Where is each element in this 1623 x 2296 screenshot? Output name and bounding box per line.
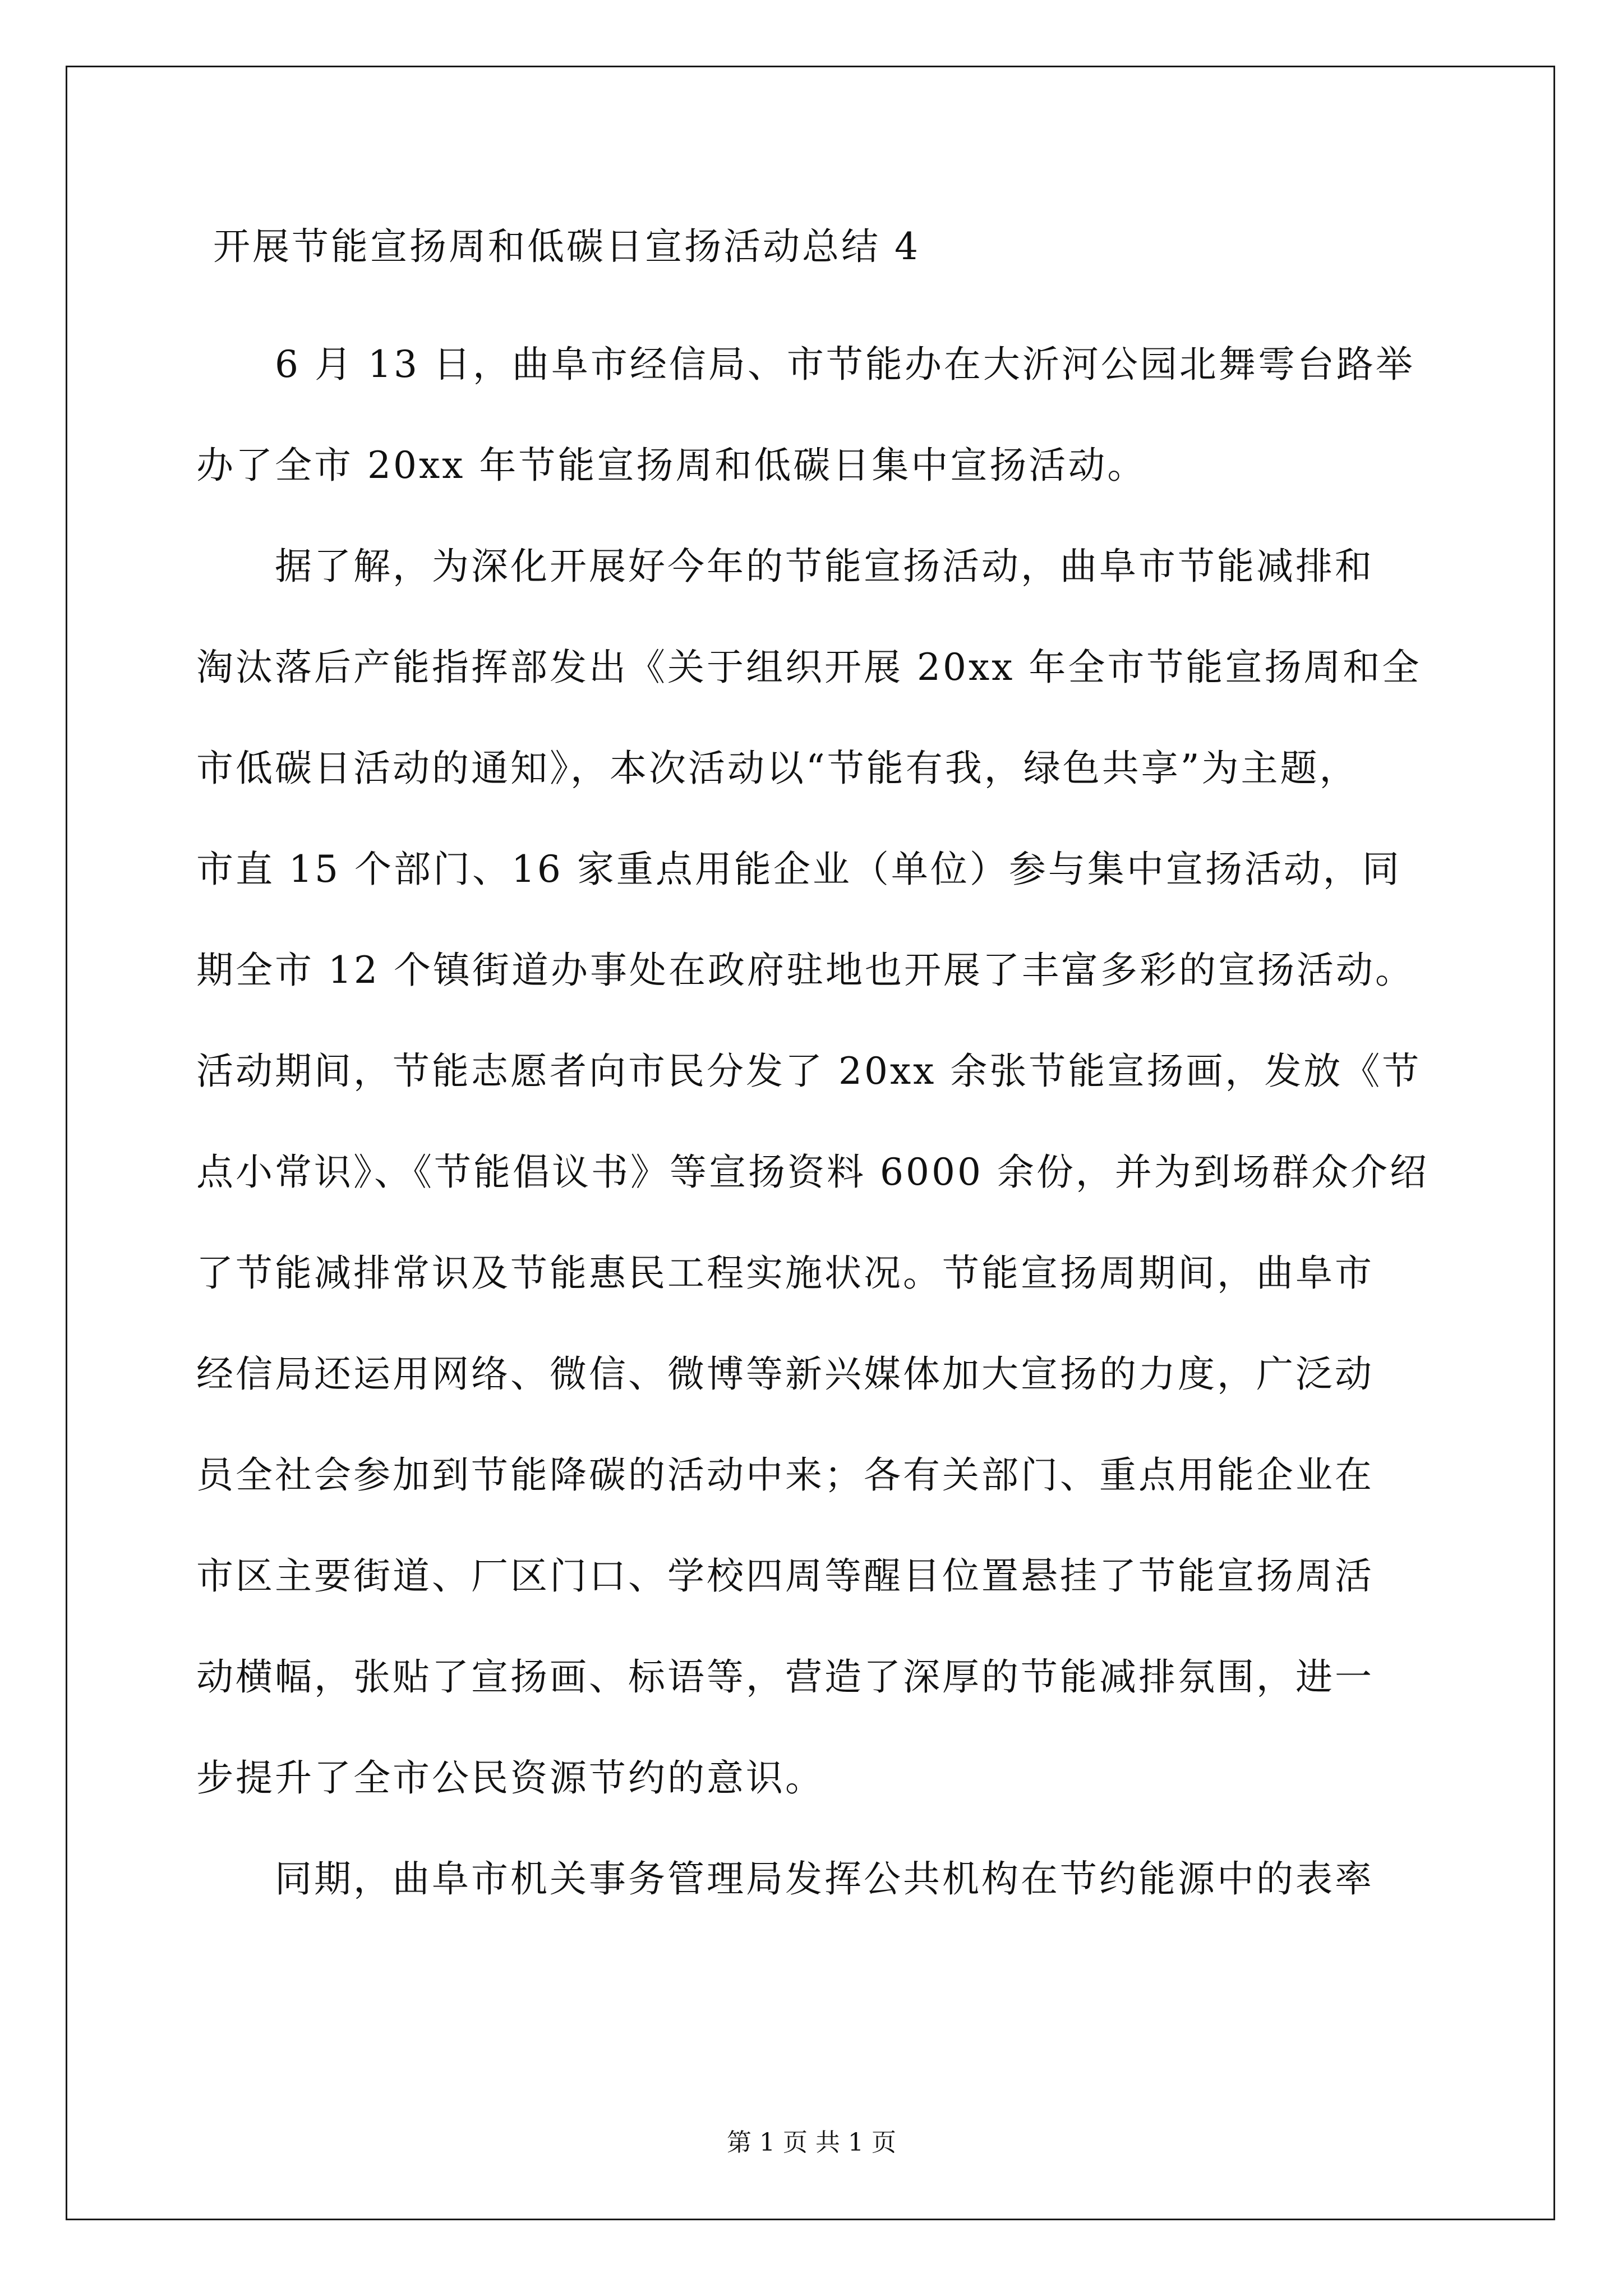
- page-footer: 第 1 页 共 1 页: [727, 2128, 896, 2157]
- paragraph-line: 了节能减排常识及节能惠民工程实施状况。节能宣扬周期间，曲阜市: [196, 1251, 1374, 1295]
- paragraph-line: 步提升了全市公民资源节约的意识。: [196, 1756, 824, 1800]
- paragraph-line: 同期，曲阜市机关事务管理局发挥公共机构在节约能源中的表率: [275, 1857, 1374, 1901]
- paragraph-line: 据了解，为深化开展好今年的节能宣扬活动，曲阜市节能减排和: [275, 545, 1374, 588]
- paragraph-line: 经信局还运用网络、微信、微博等新兴媒体加大宣扬的力度，广泛动: [196, 1352, 1374, 1396]
- paragraph-line: 淘汰落后产能指挥部发出《关于组织开展 20xx 年全市节能宣扬周和全: [196, 646, 1422, 689]
- paragraph-line: 动横幅，张贴了宣扬画、标语等，营造了深厚的节能减排氛围，进一: [196, 1655, 1374, 1699]
- paragraph-line: 办了全市 20xx 年节能宣扬周和低碳日集中宣扬活动。: [196, 444, 1147, 487]
- paragraph-line: 期全市 12 个镇街道办事处在政府驻地也开展了丰富多彩的宣扬活动。: [196, 949, 1414, 992]
- paragraph-line: 员全社会参加到节能降碳的活动中来；各有关部门、重点用能企业在: [196, 1453, 1374, 1497]
- paragraph-line: 6 月 13 日，曲阜市经信局、市节能办在大沂河公园北舞雩台路举: [275, 343, 1415, 386]
- paragraph-line: 活动期间，节能志愿者向市民分发了 20xx 余张节能宣扬画，发放《节: [196, 1050, 1422, 1093]
- paragraph-line: 点小常识》、《节能倡议书》等宣扬资料 6000 余份，并为到场群众介绍: [196, 1151, 1429, 1194]
- paragraph-line: 市区主要街道、厂区门口、学校四周等醒目位置悬挂了节能宣扬周活: [196, 1554, 1374, 1598]
- document-title: 开展节能宣扬周和低碳日宣扬活动总结 4: [213, 225, 920, 268]
- paragraph-line: 市低碳日活动的通知》，本次活动以“节能有我，绿色共享”为主题，: [196, 747, 1359, 790]
- paragraph-line: 市直 15 个部门、16 家重点用能企业（单位）参与集中宣扬活动，同: [196, 848, 1401, 891]
